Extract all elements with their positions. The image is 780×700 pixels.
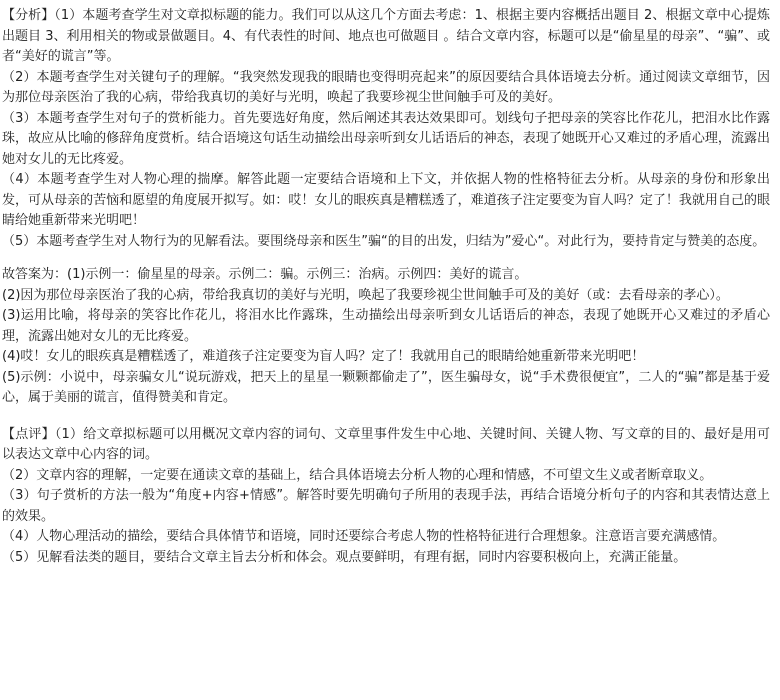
section-spacer bbox=[2, 252, 770, 265]
answer-paragraph-5: (5)示例：小说中，母亲骗女儿“说玩游戏，把天上的星星一颗颗都偷走了”，医生骗母女，说“手术费很便宜”，二人的“骗”都是基于爱心，属于美丽的谎言，值得赞美和肯定。 bbox=[2, 369, 770, 405]
analysis-section bbox=[2, 6, 770, 252]
comment-section bbox=[2, 425, 770, 569]
answer-paragraph-3: (3)运用比喻，将母亲的笑容比作花儿，将泪水比作露珠，生动描绘出母亲听到女儿话语后的神态，表现了她既开心又难过的矛盾心理，流露出她对女儿的无比疼爱。 bbox=[2, 308, 770, 344]
analysis-paragraph-3: （3）本题考查学生对句子的赏析能力。首先要选好角度，然后阐述其表达效果即可。划线句子把母亲的笑容比作花儿，把泪水比作露珠，故应从比喻的修辞角度赏析。结合语境这句话生动描绘出母亲听到女儿话语后的神态，表现了她既开心又难过的矛盾心理，流露出她对女儿的无比疼爱。 bbox=[2, 110, 770, 167]
analysis-paragraph-1: 【分析】（1）本题考查学生对文章拟标题的能力。我们可以从这几个方面去考虑：1、根据主要内容概括出题目 2、根据文章中心提炼出题目 3、利用相关的物或景做题目。4、有代表性的时间、地点也可做题目 。结合文章内容，标题可以是“偷星星的母亲”、“骗”、或者“美好的谎言”等。 bbox=[2, 8, 770, 64]
comment-paragraph-5: （5）见解看法类的题目，要结合文章主旨去分析和体会。观点要鲜明，有理有据，同时内容要积极向上，充满正能量。 bbox=[2, 549, 687, 565]
comment-paragraph-1: 【点评】（1）给文章拟标题可以用概况文章内容的词句、文章里事件发生中心地、关键时间、关键人物、写文章的目的、最好是用可以表达文章中心内容的词。 bbox=[2, 426, 770, 462]
analysis-paragraph-2: （2）本题考查学生对关键句子的理解。“我突然发现我的眼睛也变得明亮起来”的原因要结合具体语境去分析。通过阅读文章细节，因为那位母亲医治了我的心病，带给我真切的美好与光明，唤起了我要珍视尘世间触手可及的美好。 bbox=[2, 69, 770, 105]
comment-paragraph-2: （2）文章内容的理解，一定要在通读文章的基础上，结合具体语境去分析人物的心理和情感，不可望文生义或者断章取义。 bbox=[2, 467, 713, 483]
answer-paragraph-1: 故答案为：(1)示例一：偷星星的母亲。示例二：骗。示例三：治病。示例四：美好的谎言。 bbox=[2, 267, 528, 282]
comment-paragraph-4: （4）人物心理活动的描绘，要结合具体情节和语境，同时还要综合考虑人物的性格特征进行合理想象。注意语言要充满感情。 bbox=[2, 529, 726, 544]
section-spacer bbox=[2, 409, 770, 425]
analysis-paragraph-5: （5）本题考查学生对人物行为的见解看法。要围绕母亲和医生”骗“的目的出发，归结为”爱心“。对此行为，要持肯定与赞美的态度。 bbox=[2, 233, 766, 249]
answer-section bbox=[2, 265, 770, 409]
answer-paragraph-2: (2)因为那位母亲医治了我的心病，带给我真切的美好与光明，唤起了我要珍视尘世间触手可及的美好（或：去看母亲的孝心）。 bbox=[2, 287, 729, 303]
answer-paragraph-4: (4)哎！女儿的眼疾真是糟糕透了，难道孩子注定要变为盲人吗？定了！我就用自己的眼睛给她重新带来光明吧！ bbox=[2, 349, 645, 364]
analysis-paragraph-4: （4）本题考查学生对人物心理的揣摩。解答此题一定要结合语境和上下文，并依据人物的性格特征去分析。从母亲的身份和形象出发，可从母亲的苦恼和愿望的角度展开拟写。如：哎！女儿的眼疾真是糟糕透了，难道孩子注定要变为盲人吗？定了！我就用自己的眼睛给她重新带来光明吧！ bbox=[2, 172, 770, 228]
comment-paragraph-3: （3）句子赏析的方法一般为“角度+内容+情感”。解答时要先明确句子所用的表现手法，再结合语境分析句子的内容和其表情达意上的效果。 bbox=[2, 488, 770, 524]
